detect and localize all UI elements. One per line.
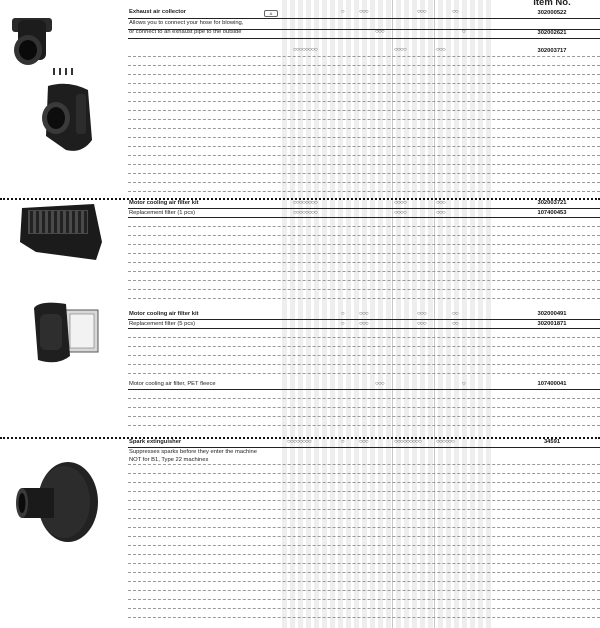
compat-marks: ○○: [452, 311, 459, 317]
section-title-spark-extinguisher: Spark extinguisher: [129, 439, 182, 445]
item-number: 302003717: [537, 48, 567, 54]
air-filter-cartridge-image: [16, 202, 104, 267]
compat-marks: ○○○: [417, 321, 427, 327]
exhaust-adapter-image: [38, 80, 96, 161]
item-number: 107400453: [537, 210, 567, 216]
description-line: NOT for B1, Type 22 machines: [129, 457, 209, 463]
section-title-exhaust-air-collector: Exhaust air collector: [129, 9, 187, 15]
compat-marks: ○○○: [359, 9, 369, 15]
description-line: or connect to an exhaust pipe to the outside: [129, 29, 242, 35]
compat-marks: ○: [462, 381, 466, 387]
item-number: 302000491: [537, 311, 567, 317]
description-line: Allows you to connect your hose for blowing,: [129, 20, 244, 26]
compat-marks: ○○○○○○○○○: [394, 439, 422, 445]
compat-marks: ○○○: [375, 381, 385, 387]
type-badge: A: [264, 10, 278, 17]
compat-marks: ○○: [452, 321, 459, 327]
compat-marks: ○: [341, 321, 345, 327]
compat-marks: ○○○: [417, 9, 427, 15]
row-label: Motor cooling air filter, PET fleece: [129, 381, 216, 387]
row-label: Replacement filter (5 pcs): [129, 321, 196, 327]
compat-marks: ○○○: [375, 29, 385, 35]
compat-marks: ○: [462, 29, 466, 35]
row-label: Replacement filter (1 pcs): [129, 210, 196, 216]
compat-marks: ○○○○○○○○: [293, 210, 318, 216]
compat-marks: ○○○: [436, 210, 446, 216]
item-number: 302002621: [537, 30, 567, 36]
compat-marks: ○○○: [359, 439, 369, 445]
compat-marks: ○○○○: [394, 210, 407, 216]
compat-marks: ○○○○: [394, 47, 407, 53]
compat-marks: ○○: [452, 9, 459, 15]
compat-marks: ○○○○○○○○: [287, 439, 312, 445]
compat-marks: ○○○○○○○○: [293, 200, 318, 206]
compat-marks: ○: [341, 9, 345, 15]
spark-extinguisher-image: [14, 452, 100, 561]
compat-marks: ○: [341, 311, 345, 317]
compat-marks: ○○○: [359, 321, 369, 327]
section-title-motor-cooling-air-filter-kit: Motor cooling air filter kit: [129, 200, 199, 206]
item-number: 34591: [543, 439, 561, 445]
exhaust-air-collector-image: [8, 16, 58, 73]
compat-marks: ○○○○: [394, 200, 407, 206]
compat-marks: ○○○: [436, 47, 446, 53]
filter-housing-image: [30, 298, 100, 371]
item-number: 107400041: [537, 381, 567, 387]
description-line: Suppresses sparks before they enter the machine: [129, 449, 257, 455]
item-number: 302001871: [537, 321, 567, 327]
compat-marks: ○○○○○○: [436, 439, 455, 445]
compat-marks: ○: [341, 439, 345, 445]
item-number: 302003721: [537, 200, 567, 206]
compat-marks: ○○○: [436, 200, 446, 206]
item-no-header: Item No.: [533, 0, 571, 8]
section-title-motor-cooling-air-filter-kit: Motor cooling air filter kit: [129, 311, 199, 317]
compat-marks: ○○○○○○○○: [293, 47, 318, 53]
compat-marks: ○○○: [359, 311, 369, 317]
compat-marks: ○○○: [417, 311, 427, 317]
item-number: 302000522: [537, 10, 567, 16]
